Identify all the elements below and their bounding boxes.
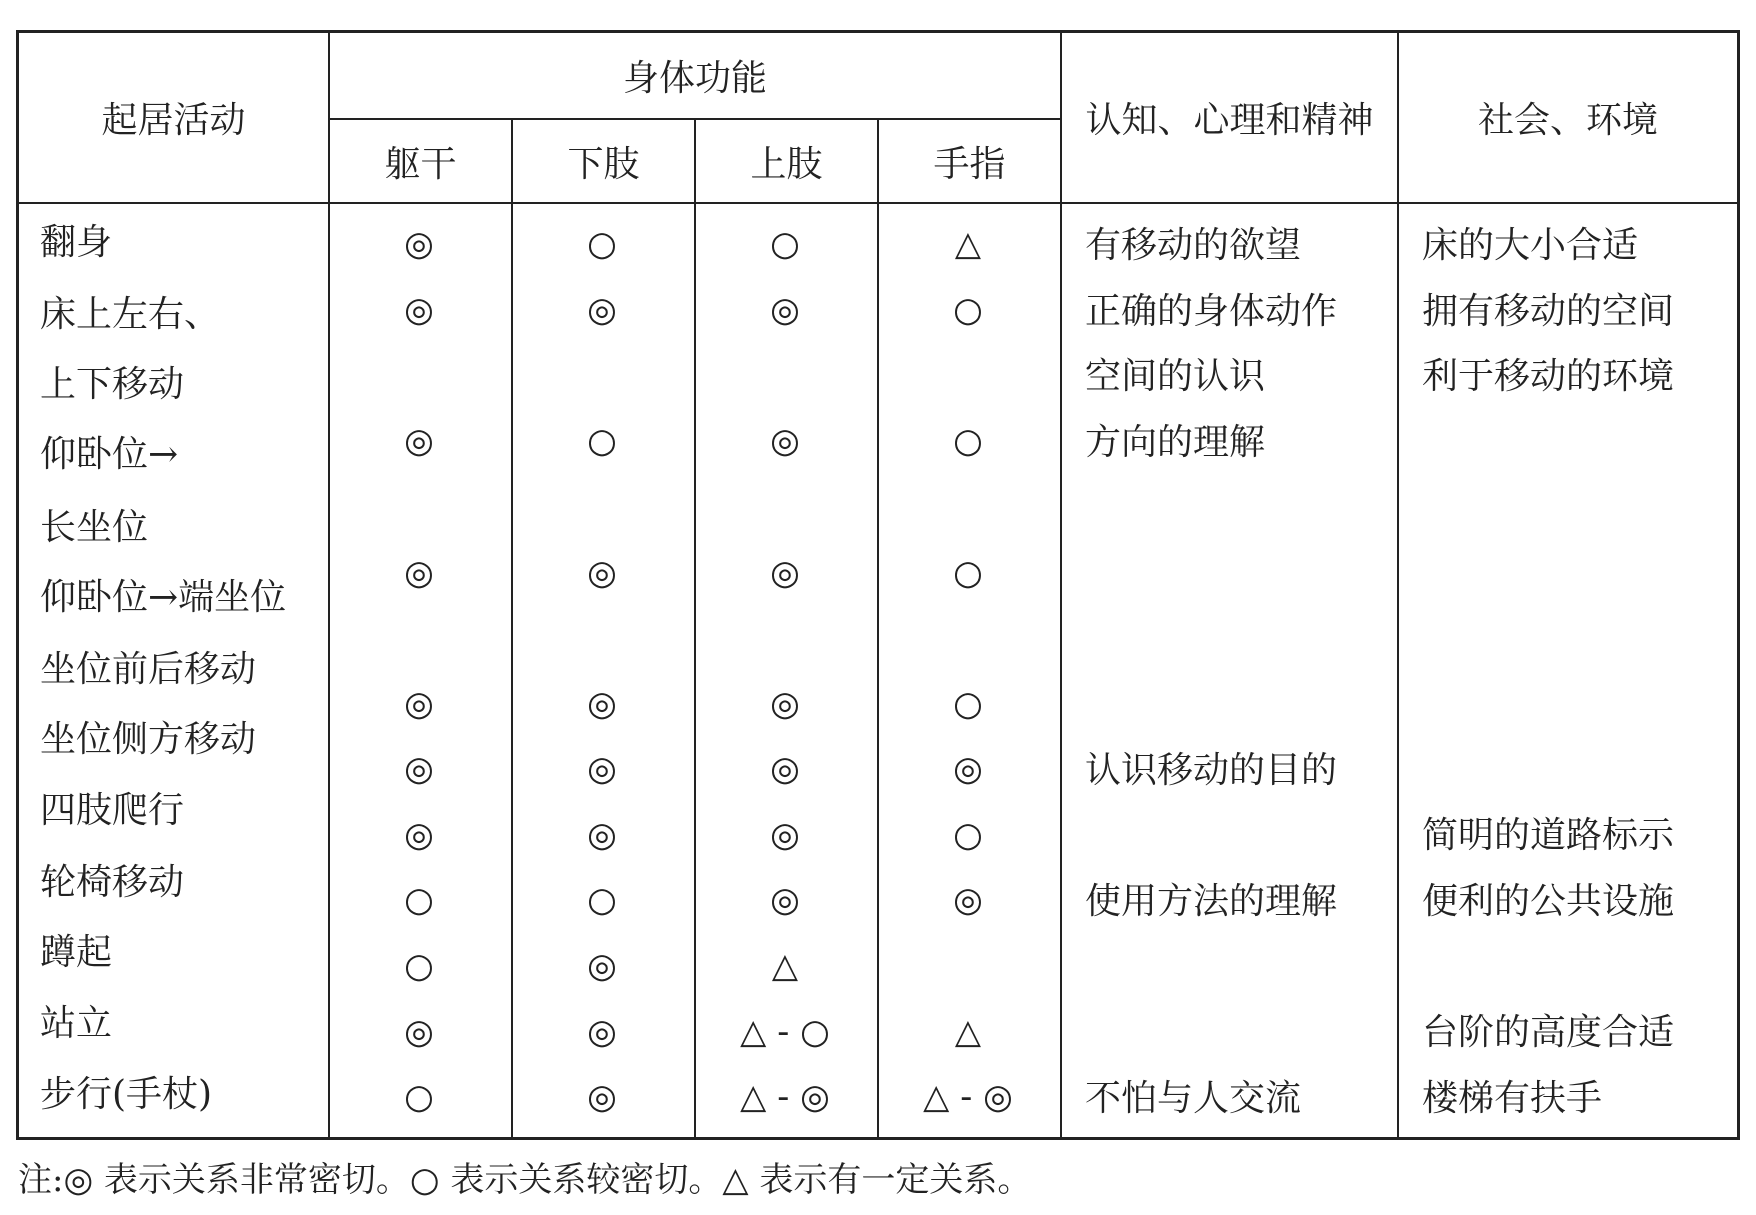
symbol-trunk: ○ [404, 946, 434, 986]
symbol-finger: ○ [953, 815, 983, 855]
symbol-lower: ○ [587, 421, 617, 461]
activity-label: 轮椅移动 [40, 862, 185, 903]
symbol-trunk: ◎ [404, 553, 434, 593]
header-lower-limb: 下肢 [567, 143, 640, 185]
symbol-upper: ◎ [770, 880, 800, 920]
activity-label: 蹲起 [40, 932, 113, 973]
symbol-lower: ◎ [587, 815, 617, 855]
symbol-finger: ◎ [953, 880, 983, 920]
symbol-finger: ○ [953, 421, 983, 461]
symbol-upper: △ [771, 946, 799, 986]
symbol-upper: △ - ◎ [740, 1077, 830, 1117]
symbol-lower: ○ [587, 880, 617, 920]
symbol-lower: ◎ [587, 684, 617, 724]
symbol-upper: ◎ [770, 749, 800, 789]
symbol-finger: △ [954, 1012, 982, 1052]
social-item: 利于移动的环境 [1422, 356, 1675, 397]
symbol-finger: ○ [953, 684, 983, 724]
social-item: 简明的道路标示 [1422, 815, 1675, 856]
symbol-finger: ○ [953, 290, 983, 330]
symbol-trunk: ◎ [404, 1012, 434, 1052]
header-body-function: 身体功能 [622, 58, 767, 99]
symbol-upper: △ - ○ [740, 1012, 830, 1052]
social-item: 楼梯有扶手 [1422, 1078, 1603, 1119]
symbol-upper: ◎ [770, 290, 800, 330]
symbol-lower: ◎ [587, 749, 617, 789]
symbol-trunk: ◎ [404, 224, 434, 264]
symbol-finger: △ [954, 224, 982, 264]
activity-label: 翻身 [40, 222, 113, 263]
symbol-trunk: ◎ [404, 290, 434, 330]
symbol-lower: ◎ [587, 553, 617, 593]
symbol-lower: ◎ [587, 1077, 617, 1117]
legend-note: 注:◎ 表示关系非常密切。○ 表示关系较密切。△ 表示有一定关系。 [18, 1160, 1032, 1200]
cognition-item: 正确的身体动作 [1085, 291, 1338, 332]
symbol-finger: ◎ [953, 749, 983, 789]
symbol-trunk: ○ [404, 880, 434, 920]
col-divider [877, 118, 879, 1137]
activity-label: 仰卧位→ [40, 434, 179, 475]
activity-label: 四肢爬行 [40, 790, 185, 831]
social-item: 便利的公共设施 [1422, 881, 1675, 922]
activity-label: 仰卧位→端坐位 [40, 577, 287, 618]
symbol-upper: ◎ [770, 684, 800, 724]
activity-label: 坐位侧方移动 [40, 719, 257, 760]
symbol-trunk: ◎ [404, 421, 434, 461]
cognition-item: 不怕与人交流 [1085, 1078, 1302, 1119]
activity-label: 长坐位 [40, 507, 149, 548]
header-upper-limb: 上肢 [750, 143, 823, 185]
activity-label: 床上左右、 [40, 294, 221, 335]
col-divider [511, 118, 513, 1137]
header-activity: 起居活动 [101, 100, 246, 141]
header-trunk: 躯干 [384, 143, 457, 185]
social-item: 拥有移动的空间 [1422, 291, 1675, 332]
activity-label: 坐位前后移动 [40, 649, 257, 690]
col-divider [694, 118, 696, 1137]
activity-label: 站立 [40, 1003, 113, 1044]
cognition-item: 有移动的欲望 [1085, 225, 1302, 266]
symbol-upper: ◎ [770, 553, 800, 593]
symbol-lower: ○ [587, 224, 617, 264]
header-fingers: 手指 [933, 143, 1006, 185]
header-cognition: 认知、心理和精神 [1085, 100, 1374, 141]
symbol-finger: ○ [953, 553, 983, 593]
symbol-lower: ◎ [587, 946, 617, 986]
social-item: 床的大小合适 [1422, 225, 1639, 266]
symbol-lower: ◎ [587, 1012, 617, 1052]
symbol-finger: △ - ◎ [923, 1077, 1013, 1117]
header-social: 社会、环境 [1477, 100, 1658, 141]
symbol-upper: ◎ [770, 421, 800, 461]
activity-label: 上下移动 [40, 364, 185, 405]
cognition-item: 方向的理解 [1085, 422, 1266, 463]
symbol-upper: ◎ [770, 815, 800, 855]
header-bottom-line [19, 202, 1737, 204]
symbol-upper: ○ [770, 224, 800, 264]
cognition-item: 使用方法的理解 [1085, 881, 1338, 922]
symbol-trunk: ◎ [404, 815, 434, 855]
symbol-trunk: ◎ [404, 749, 434, 789]
cognition-item: 认识移动的目的 [1085, 750, 1338, 791]
symbol-trunk: ○ [404, 1077, 434, 1117]
symbol-trunk: ◎ [404, 684, 434, 724]
activity-label: 步行(手杖) [40, 1074, 213, 1115]
symbol-lower: ◎ [587, 290, 617, 330]
social-item: 台阶的高度合适 [1422, 1012, 1675, 1053]
cognition-item: 空间的认识 [1085, 356, 1266, 397]
